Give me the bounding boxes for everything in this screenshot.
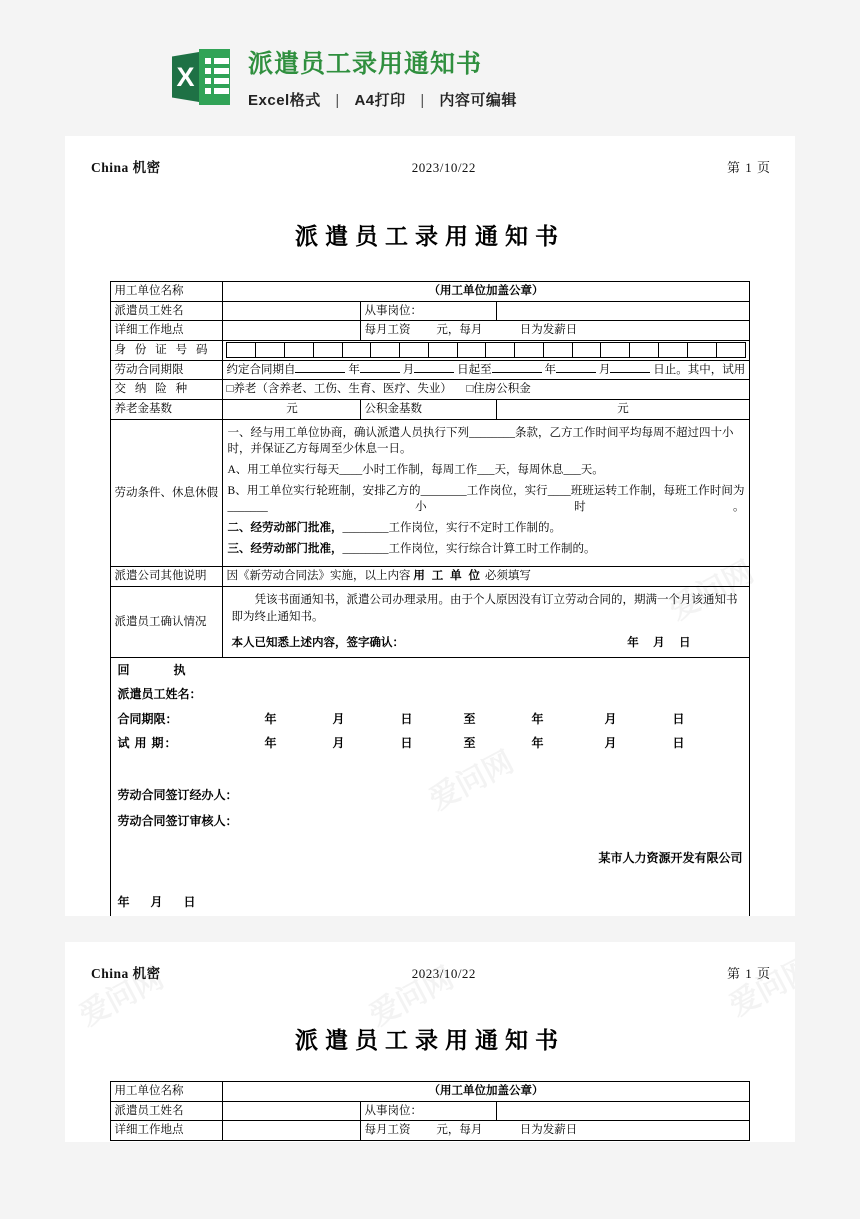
- meta-print: A4打印: [354, 92, 406, 109]
- label-work-place: 详细工作地点: [111, 1121, 223, 1141]
- id-number-box[interactable]: [515, 343, 544, 358]
- id-number-box[interactable]: [601, 343, 630, 358]
- header-page-number: 第 1 页: [726, 966, 771, 981]
- confirmation-sign-label: 本人已知悉上述内容，签字确认：: [231, 637, 404, 650]
- table-row-labor-conditions: [111, 419, 749, 567]
- id-number-box[interactable]: [256, 343, 285, 358]
- condition-clause-a: A、用工单位实行每天____小时工作制，每周工作___天，每周休息___天。: [227, 464, 604, 477]
- receipt-probation-label: 试 用 期：: [117, 736, 178, 751]
- confirmation-body: 凭该书面通知书，派遣公司办理录用。由于个人原因没有订立劳动合同的，期满一个月该通知书即为终止通知书。: [231, 594, 738, 623]
- field-contract-term[interactable]: [223, 360, 749, 380]
- value-employer-seal-note[interactable]: （用工单位加盖公章）: [223, 1082, 749, 1102]
- insurance-checkbox-pension[interactable]: □养老（含养老、工伤、生育、医疗、失业）: [226, 383, 452, 396]
- contract-term-start: 日起至: [457, 363, 492, 376]
- field-insurance[interactable]: [223, 380, 749, 400]
- label-labor-conditions: 劳动条件、休息休假: [111, 419, 223, 567]
- receipt-cp-m1: 月: [332, 711, 345, 726]
- label-employee-name: 派遣员工姓名: [111, 1101, 223, 1121]
- id-number-box[interactable]: [658, 343, 687, 358]
- meta-separator-1: |: [335, 92, 340, 109]
- receipt-cp-d1: 日: [400, 711, 413, 726]
- product-header: [0, 0, 860, 136]
- label-confirmation: 派遣员工确认情况: [111, 587, 223, 658]
- contract-term-end: 日止。其中，试用: [653, 363, 746, 376]
- table-row-employer-name: [111, 282, 749, 302]
- confirmation-signature-line: [231, 635, 740, 652]
- field-pension-base-unit[interactable]: 元: [223, 400, 361, 420]
- value-employer-seal-note[interactable]: （用工单位加盖公章）: [223, 282, 749, 302]
- id-number-box[interactable]: [400, 343, 429, 358]
- field-labor-conditions[interactable]: [223, 419, 749, 567]
- condition-clause-3-bold: 三、经劳动部门批准，: [227, 542, 343, 555]
- document-page-2[interactable]: [65, 942, 795, 1142]
- receipt-pb-m2: 月: [604, 736, 617, 751]
- product-title: 派遣员工录用通知书: [248, 50, 483, 78]
- id-number-box[interactable]: [687, 343, 716, 358]
- label-other-notes: 派遣公司其他说明: [111, 567, 223, 587]
- signature-date-day: 日: [183, 894, 196, 909]
- contract-term-month: 月: [402, 363, 415, 376]
- condition-clause-3-rest: ________工作岗位，实行综合计算工时工作制的。: [342, 542, 596, 555]
- id-number-box[interactable]: [342, 343, 371, 358]
- receipt-pb-d1: 日: [400, 736, 413, 751]
- table-row-other-notes: [111, 567, 749, 587]
- id-number-box[interactable]: [313, 343, 342, 358]
- table-row-id-number: [111, 341, 749, 361]
- id-number-box[interactable]: [572, 343, 601, 358]
- id-number-box[interactable]: [543, 343, 572, 358]
- signature-date-year: 年: [117, 894, 130, 909]
- table-row-employee-name: [111, 1101, 749, 1121]
- header-confidential: China 机密: [91, 160, 161, 175]
- condition-clause-2-rest: ________工作岗位，实行不定时工作制的。: [342, 522, 561, 535]
- id-number-box[interactable]: [630, 343, 659, 358]
- other-notes-emphasis: 用 工 单 位: [413, 570, 482, 583]
- label-fund-base: 公积金基数: [361, 400, 497, 420]
- condition-clause-2: [227, 520, 744, 537]
- receipt-employee-name[interactable]: 派遣员工姓名：: [117, 687, 202, 702]
- document-page-1[interactable]: [65, 136, 795, 916]
- table-row-receipt: [111, 658, 749, 916]
- receipt-cp-m2: 月: [604, 711, 617, 726]
- signature-date-month: 月: [150, 894, 163, 909]
- table-row-employer-name: [111, 1082, 749, 1102]
- receipt-pb-m1: 月: [332, 736, 345, 751]
- document-title: 派遣员工录用通知书: [295, 224, 565, 249]
- field-fund-base-unit[interactable]: 元: [497, 400, 749, 420]
- label-pension-base: 养老金基数: [111, 400, 223, 420]
- excel-logo-grid: [205, 58, 229, 98]
- insurance-checkbox-housing-fund[interactable]: □住房公积金: [466, 383, 531, 396]
- table-row-work-place: [111, 1121, 749, 1141]
- table-row-pension-base: [111, 400, 749, 420]
- document-header: [83, 156, 777, 176]
- signature-handler[interactable]: 劳动合同签订经办人：: [117, 787, 238, 802]
- id-number-box[interactable]: [716, 343, 745, 358]
- field-position[interactable]: [497, 301, 749, 321]
- other-notes-suffix: 必须填写: [484, 570, 531, 583]
- field-employee-name[interactable]: [223, 301, 361, 321]
- label-employer-name: 用工单位名称: [111, 282, 223, 302]
- signature-reviewer[interactable]: 劳动合同签订审核人：: [117, 814, 238, 829]
- table-row-contract-term: [111, 360, 749, 380]
- field-work-place[interactable]: [223, 321, 361, 341]
- meta-separator-2: |: [420, 92, 425, 109]
- contract-term-prefix: 约定合同期自: [226, 363, 296, 376]
- field-other-notes[interactable]: [223, 567, 749, 587]
- meta-editable: 内容可编辑: [439, 92, 517, 109]
- id-number-box[interactable]: [285, 343, 314, 358]
- table-row-confirmation: [111, 587, 749, 658]
- condition-clause-3: [227, 541, 744, 558]
- receipt-contract-period-label: 合同期限：: [117, 711, 178, 726]
- receipt-pb-d2: 日: [672, 736, 685, 751]
- receipt-pb-to: 至: [463, 736, 476, 751]
- label-employee-name: 派遣员工姓名: [111, 301, 223, 321]
- id-number-box[interactable]: [227, 343, 256, 358]
- field-position[interactable]: [497, 1101, 749, 1121]
- contract-term-year-2: 年: [544, 363, 556, 376]
- excel-logo-letter: X: [176, 62, 195, 92]
- receipt-cp-to: 至: [463, 711, 476, 726]
- label-salary: 每月工资 元，每月 日为发薪日: [361, 321, 749, 341]
- field-work-place[interactable]: [223, 1121, 361, 1141]
- field-confirmation[interactable]: [223, 587, 749, 658]
- receipt-contract-period[interactable]: [117, 711, 742, 728]
- header-date: 2023/10/22: [411, 160, 476, 175]
- label-employer-name: 用工单位名称: [111, 1082, 223, 1102]
- receipt-probation[interactable]: [117, 735, 742, 752]
- signature-company: 某市人力资源开发有限公司: [598, 851, 743, 866]
- condition-clause-2-bold: 二、经劳动部门批准，: [227, 522, 343, 535]
- label-id-number: 身 份 证 号 码: [111, 341, 223, 361]
- label-contract-term: 劳动合同期限: [111, 360, 223, 380]
- document-header: [83, 962, 777, 982]
- contract-term-month-2: 月: [598, 363, 611, 376]
- header-date: 2023/10/22: [411, 966, 476, 981]
- label-work-place: 详细工作地点: [111, 321, 223, 341]
- contract-term-year: 年: [348, 363, 360, 376]
- receipt-title: 回 执: [117, 663, 188, 678]
- receipt-pb-y2: 年: [531, 736, 544, 751]
- receipt-cp-y1: 年: [264, 711, 277, 726]
- table-row-insurance: [111, 380, 749, 400]
- product-header-text: [248, 44, 517, 110]
- receipt-cp-d2: 日: [672, 711, 685, 726]
- receipt-section[interactable]: [111, 658, 749, 916]
- meta-format: Excel格式: [248, 92, 321, 109]
- label-salary: 每月工资 元，每月 日为发薪日: [361, 1121, 749, 1141]
- signature-date[interactable]: [117, 894, 742, 911]
- notice-form-table: [110, 281, 749, 916]
- field-employee-name[interactable]: [223, 1101, 361, 1121]
- id-number-box[interactable]: [486, 343, 515, 358]
- product-meta: [248, 89, 517, 110]
- table-row-work-place: [111, 321, 749, 341]
- condition-clause-1: 一、经与用工单位协商，确认派遣人员执行下列________条款，乙方工作时间平均每周不超过四十小时，并保证乙方每周至少休息一日。: [227, 426, 734, 456]
- label-insurance: 交 纳 险 种: [111, 380, 223, 400]
- id-number-box[interactable]: [371, 343, 400, 358]
- receipt-cp-y2: 年: [531, 711, 544, 726]
- table-row-employee-name: [111, 301, 749, 321]
- condition-clause-b: B、用工单位实行轮班制，安排乙方的________工作岗位，实行____班班运转工作制，每班工作时间为_______小时。: [227, 484, 745, 514]
- notice-form-table: [110, 1081, 749, 1141]
- signature-block[interactable]: [117, 787, 742, 912]
- receipt-pb-y1: 年: [264, 736, 277, 751]
- header-page-number: 第 1 页: [726, 160, 771, 175]
- other-notes-prefix: 因《新劳动合同法》实施，以上内容: [226, 570, 411, 583]
- id-number-cells[interactable]: [223, 341, 749, 361]
- id-number-box[interactable]: [457, 343, 486, 358]
- document-title: 派遣员工录用通知书: [295, 1028, 565, 1053]
- excel-logo: [172, 49, 230, 105]
- confirmation-sign-date: 年 月 日: [627, 637, 691, 650]
- label-position: 从事岗位：: [361, 1101, 497, 1121]
- id-number-box[interactable]: [428, 343, 457, 358]
- header-confidential: China 机密: [91, 966, 161, 981]
- label-position: 从事岗位：: [361, 301, 497, 321]
